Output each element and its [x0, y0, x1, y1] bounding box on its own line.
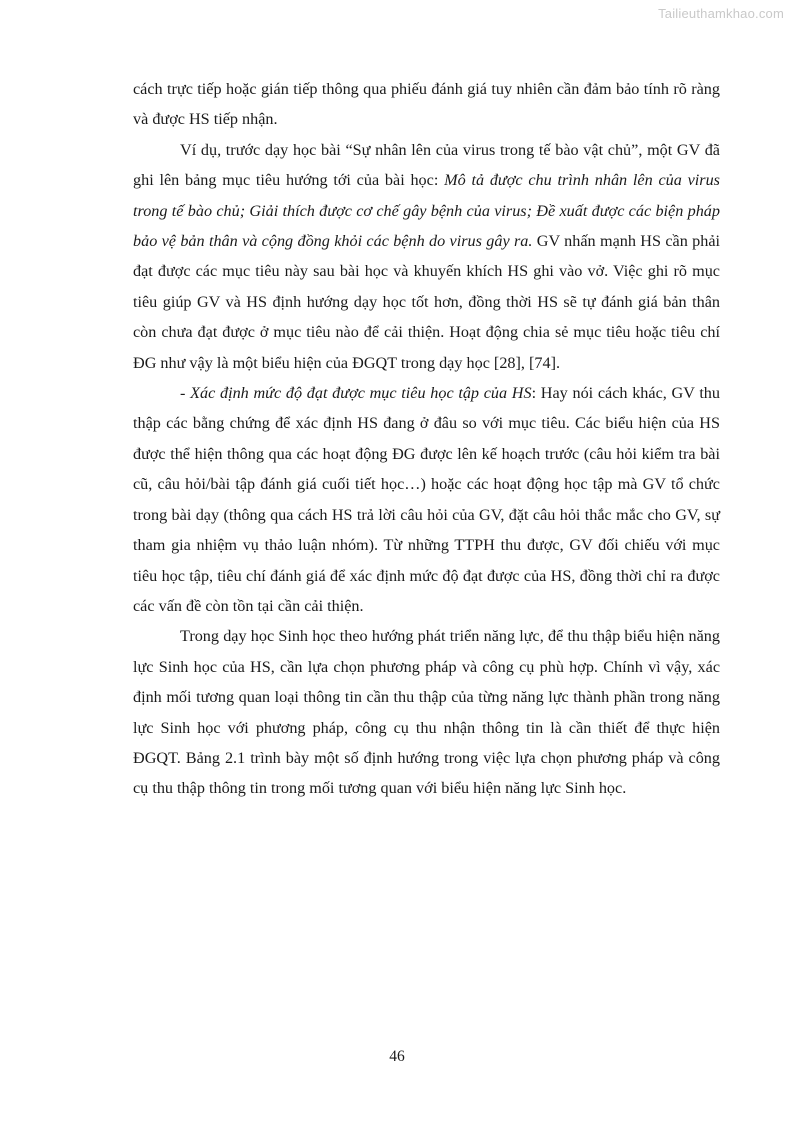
- document-body: [133, 74, 720, 804]
- paragraph: [133, 378, 720, 621]
- paragraph: [133, 621, 720, 803]
- watermark: Tailieuthamkhao.com: [658, 6, 784, 21]
- text-run: Ví dụ, trước dạy học bài “Sự nhân lên của virus trong tế bào vật chủ”, một GV đã ghi lên bảng mục tiêu hướng tới của bài học:: [133, 140, 720, 190]
- italic-text-run: Mô tả được chu trình nhân lên của virus trong tế bào chủ; Giải thích được cơ chế gây bệnh của virus; Đề xuất được các biện pháp bảo vệ bản thân và cộng đồng khỏi các bệnh do virus gây ra.: [133, 171, 720, 251]
- text-run: : Hay nói cách khác, GV thu thập các bằng chứng để xác định HS đang ở đâu so với mục tiêu. Các biểu hiện của HS được thể hiện thông qua các hoạt động ĐG được lên kế hoạch trước (câu hỏi kiểm tra bài cũ, câu hỏi/bài tập đánh giá cuối tiết học…) hoặc các hoạt động học tập mà GV tổ chức trong bài dạy (thông qua cách HS trả lời câu hỏi của GV, đặt câu hỏi thắc mắc cho GV, sự tham gia nhiệm vụ thảo luận nhóm). Từ những TTPH thu được, GV đối chiếu với mục tiêu học tập, tiêu chí đánh giá để xác định mức độ đạt được của HS, đồng thời chỉ ra được các vấn đề còn tồn tại cần cải thiện.: [133, 384, 720, 615]
- paragraph: [133, 74, 720, 135]
- text-run: cách trực tiếp hoặc gián tiếp thông qua phiếu đánh giá tuy nhiên cần đảm bảo tính rõ ràng và được HS tiếp nhận.: [133, 80, 720, 129]
- text-run: -: [180, 384, 191, 403]
- text-run: GV nhấn mạnh HS cần phải đạt được các mục tiêu này sau bài học và khuyến khích HS ghi vào vở. Việc ghi rõ mục tiêu giúp GV và HS định hướng dạy học tốt hơn, đồng thời HS sẽ tự đánh giá bản thân còn chưa đạt được ở mục tiêu nào để cải thiện. Hoạt động chia sẻ mục tiêu hoặc tiêu chí ĐG như vậy là một biểu hiện của ĐGQT trong dạy học [28], [74].: [133, 232, 720, 372]
- paragraph: [133, 135, 720, 378]
- page-number: 46: [389, 1048, 405, 1065]
- text-run: Trong dạy học Sinh học theo hướng phát triển năng lực, để thu thập biểu hiện năng lực Sinh học của HS, cần lựa chọn phương pháp và công cụ phù hợp. Chính vì vậy, xác định mối tương quan loại thông tin cần thu thập của từng năng lực thành phần trong năng lực Sinh học với phương pháp, công cụ thu nhận thông tin là cần thiết để thực hiện ĐGQT. Bảng 2.1 trình bày một số định hướng trong việc lựa chọn phương pháp và công cụ thu thập thông tin trong mối tương quan với biểu hiện năng lực Sinh học.: [133, 627, 720, 798]
- italic-text-run: Xác định mức độ đạt được mục tiêu học tập của HS: [190, 384, 532, 403]
